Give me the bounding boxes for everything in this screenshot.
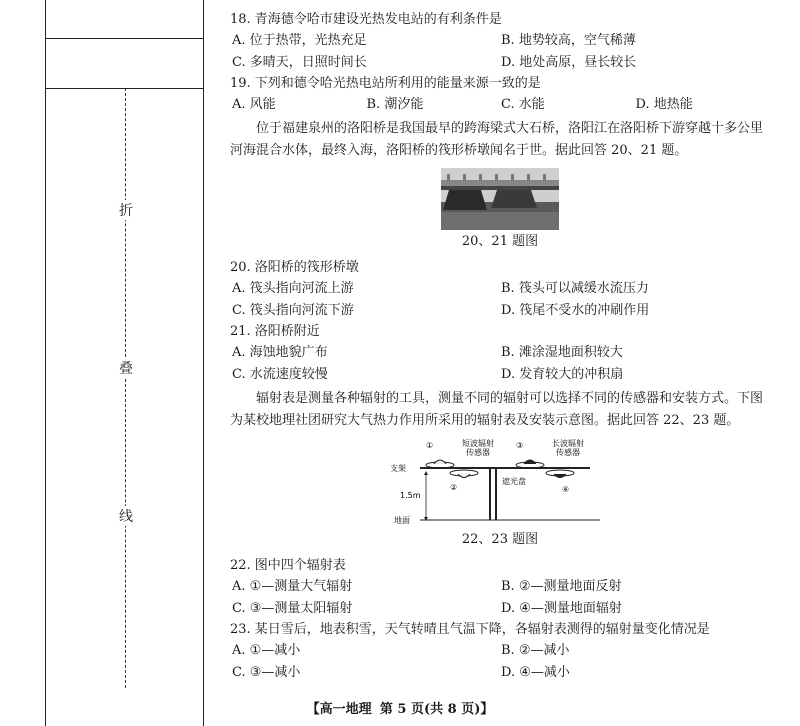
option: C. 筏头指向河流下游	[232, 303, 354, 318]
margin-line-right	[203, 0, 204, 726]
fold-char: 折	[118, 200, 134, 220]
option: C. 多晴天，日照时间长	[232, 55, 367, 70]
label-long: 长波辐射	[552, 439, 584, 448]
footer-page: 第 5 页(共 8 页)】	[379, 702, 494, 717]
fold-char: 线	[118, 506, 134, 526]
label-support: 支架	[390, 464, 406, 473]
option: A. 海蚀地貌广布	[232, 345, 328, 360]
q18-stem: 18. 青海德令哈市建设光热发电站的有利条件是	[230, 12, 502, 27]
option: B. 筏头可以减缓水流压力	[501, 281, 649, 296]
label-short2: 传感器	[466, 448, 490, 457]
q23-options	[230, 640, 770, 684]
passage-radiometer: 辐射表是测量各种辐射的工具，测量不同的辐射可以选择不同的传感器和安装方式。下图为某校地理社团研究大气热力作用所采用的辐射表及安装示意图。据此回答 22、23 题。	[230, 391, 764, 428]
option: A. 风能	[232, 97, 276, 112]
label-n1: ①	[426, 441, 434, 450]
option: D. 发育较大的冲积扇	[501, 367, 624, 382]
q22-stem: 22. 图中四个辐射表	[230, 558, 346, 573]
bridge-photo	[230, 168, 770, 230]
radiometer-diagram	[230, 438, 770, 528]
figure-caption: 20、21 题图	[461, 234, 539, 249]
option: A. ①—减小	[232, 643, 301, 658]
option: D. 筏尾不受水的冲刷作用	[501, 303, 650, 318]
label-shade: 遮光盘	[502, 477, 526, 486]
label-ground: 地面	[394, 516, 410, 525]
q20-stem: 20. 洛阳桥的筏形桥墩	[230, 260, 359, 275]
option: C. ③—减小	[232, 665, 301, 680]
option: D. 地处高原，昼长较长	[501, 55, 637, 70]
label-n4: ④	[562, 485, 570, 494]
question-content	[230, 10, 770, 684]
option: A. 筏头指向河流上游	[232, 281, 354, 296]
option: D. ④—减小	[501, 665, 570, 680]
label-n3: ③	[516, 441, 524, 450]
option: B. 潮汐能	[366, 97, 424, 112]
q21-options	[230, 342, 770, 386]
margin-rule	[45, 88, 203, 89]
q18-options	[230, 30, 770, 74]
label-height: 1.5m	[400, 491, 421, 500]
fold-char: 叠	[118, 358, 134, 378]
figure-caption: 22、23 题图	[461, 532, 539, 547]
q22-options	[230, 576, 770, 620]
option: A. ①—测量大气辐射	[232, 579, 353, 594]
option: A. 位于热带，光热充足	[232, 33, 367, 48]
option: D. 地热能	[635, 97, 693, 112]
option: C. ③—测量太阳辐射	[232, 601, 353, 616]
label-short: 短波辐射	[462, 439, 494, 448]
label-long2: 传感器	[556, 448, 580, 457]
option: C. 水能	[501, 97, 545, 112]
q20-options	[230, 278, 770, 322]
q21-stem: 21. 洛阳桥附近	[230, 324, 320, 339]
margin-line-left	[45, 0, 46, 726]
passage-luoyang: 位于福建泉州的洛阳桥是我国最早的跨海梁式大石桥，洛阳江在洛阳桥下游穿越十多公里河海混合水体，最终入海，洛阳桥的筏形桥墩闻名于世。据此回答 20、21 题。	[230, 121, 764, 158]
q19-stem: 19. 下列和德令哈光热电站所利用的能量来源一致的是	[230, 76, 541, 91]
footer-subject: 【高一地理	[306, 702, 372, 717]
option: B. 滩涂湿地面积较大	[501, 345, 623, 360]
q19-options	[230, 94, 770, 116]
option: D. ④—测量地面辐射	[501, 601, 622, 616]
option: B. 地势较高，空气稀薄	[501, 33, 636, 48]
option: C. 水流速度较慢	[232, 367, 328, 382]
page-footer	[0, 698, 800, 717]
option: B. ②—测量地面反射	[501, 579, 622, 594]
margin-rule	[45, 38, 203, 39]
fold-line	[125, 88, 126, 688]
label-n2: ②	[450, 483, 458, 492]
q23-stem: 23. 某日雪后，地表积雪，天气转晴且气温下降，各辐射表测得的辐射量变化情况是	[230, 622, 710, 637]
option: B. ②—减小	[501, 643, 570, 658]
